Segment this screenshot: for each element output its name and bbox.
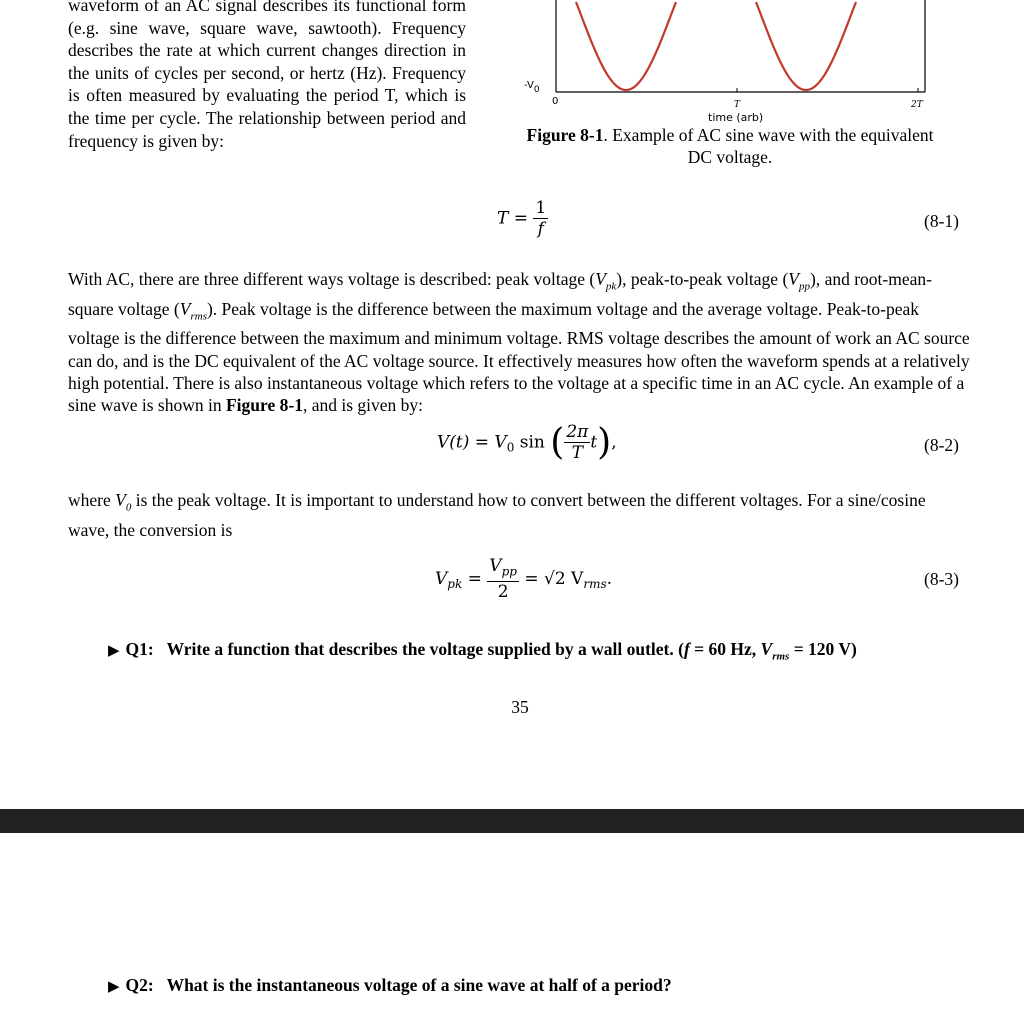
eq2-denominator: T [571, 443, 583, 463]
p2-text-1: where [68, 490, 116, 510]
x-origin-label: 0 [552, 96, 559, 107]
y-tick-label: -V0 [524, 80, 540, 95]
eq3-v: V [435, 569, 448, 590]
p1-vpp-sub: pp [799, 280, 810, 293]
page-number: 35 [511, 697, 529, 717]
eq1-denominator: f [537, 219, 544, 239]
figure-caption-label: Figure 8-1 [526, 125, 604, 145]
q1-v: V [760, 639, 773, 659]
q1-text: Write a function that describes the voltage supplied by a wall outlet. ( [166, 639, 684, 659]
p1-figure-ref: Figure 8-1 [225, 395, 303, 416]
sine-wave-plot [520, 0, 940, 124]
eq3-fraction [487, 556, 519, 602]
eq1-numerator: 1 [535, 198, 547, 218]
eq3-period: . [606, 569, 613, 590]
equation-8-2 [437, 422, 617, 463]
eq2-lhs: V(t) = V [437, 432, 507, 453]
eq2-tail: t [590, 432, 598, 453]
p1-text-5: , and is given by: [302, 395, 424, 416]
q1-bullet-icon: ▶ [108, 643, 120, 659]
p2-v0-sub: 0 [125, 501, 132, 514]
eq3-mid: = √2 V [524, 569, 584, 590]
conversion-paragraph [68, 489, 948, 541]
q2-text: What is the instantaneous voltage of a sine wave at half of a period? [166, 975, 672, 995]
eq2-comma: , [611, 432, 617, 453]
p2-v0: V [115, 490, 126, 510]
p1-vrms: V [179, 298, 191, 319]
eq3-pk: pk [447, 577, 463, 592]
eq2-fraction [564, 422, 590, 463]
q2-bullet-icon: ▶ [108, 979, 120, 995]
q1-rms: rms [772, 650, 790, 663]
sine-curve [576, 2, 856, 90]
x-tick-label-2T: 2T [911, 100, 923, 110]
eq2-numerator: 2π [566, 422, 589, 442]
equation-number-8-2: (8-2) [924, 435, 959, 455]
voltage-types-paragraph [68, 268, 973, 416]
p1-vrms-sub: rms [190, 310, 207, 323]
eq3-num-pp: pp [501, 564, 517, 579]
question-2 [108, 974, 672, 998]
figure-caption [520, 124, 940, 168]
q1-label: Q1: [125, 639, 154, 659]
p1-vpp: V [788, 269, 799, 289]
p1-vpk-sub: pk [605, 280, 617, 293]
eq2-lparen: ( [550, 422, 565, 463]
intro-paragraph: waveform of an AC signal describes its functional form (e.g. sine wave, square wave, sawtooth). Frequency describes the rate at which current changes direction in the units of cycles per second, or hertz (Hz). Frequency is often measured by evaluating the period T, which is the time per cycle. The relationship between period and frequency is given by: [68, 0, 466, 151]
eq3-equals: = [467, 569, 482, 590]
eq2-rparen: ) [597, 422, 612, 463]
eq2-sin: sin [514, 432, 545, 453]
p1-text-4: ). Peak voltage is the difference between the maximum voltage and the average voltage. Peak-to-peak voltage is the difference between the maximum and minimum voltage. RMS voltage describes the amount of work an AC source can do, and is the DC equivalent of the AC voltage source. It effectively measures how often the waveform spends at a relatively high potential. There is also instantaneous voltage which refers to the voltage at a specific time in an AC cycle. An example of a sine wave is shown in [68, 298, 970, 416]
eq1-lhs: T = [497, 208, 528, 229]
equation-8-1 [497, 198, 548, 239]
eq3-numerator [487, 556, 519, 582]
x-axis-label: time (arb) [708, 111, 764, 124]
equation-number-8-3: (8-3) [924, 569, 959, 589]
page-separator-bar [0, 809, 1024, 833]
q1-f: f [683, 639, 690, 659]
figure-caption-text: . Example of AC sine wave with the equivalent DC voltage. [603, 125, 934, 167]
eq3-rms: rms [583, 577, 607, 592]
q2-label: Q2: [125, 975, 154, 995]
equation-8-3 [435, 556, 612, 602]
p1-vpk: V [595, 269, 606, 289]
x-tick-label-T: T [734, 100, 741, 110]
p1-text-1: With AC, there are three different ways voltage is described: peak voltage ( [68, 269, 596, 289]
eq2-sub: 0 [506, 440, 515, 455]
q1-mid: = 60 Hz, [689, 639, 761, 659]
p2-text-2: is the peak voltage. It is important to understand how to convert between the different voltages. For a sine/cosine wave, the conversion is [68, 490, 926, 540]
eq3-denominator: 2 [497, 582, 509, 603]
eq3-num-v: V [489, 556, 502, 576]
p1-text-2: ), peak-to-peak voltage ( [616, 269, 789, 289]
eq1-fraction [533, 198, 548, 239]
p1-text-3: ), and root-mean-square voltage ( [68, 269, 932, 319]
question-1 [108, 638, 857, 668]
equation-number-8-1: (8-1) [924, 211, 959, 231]
q1-end: = 120 V) [789, 639, 857, 659]
